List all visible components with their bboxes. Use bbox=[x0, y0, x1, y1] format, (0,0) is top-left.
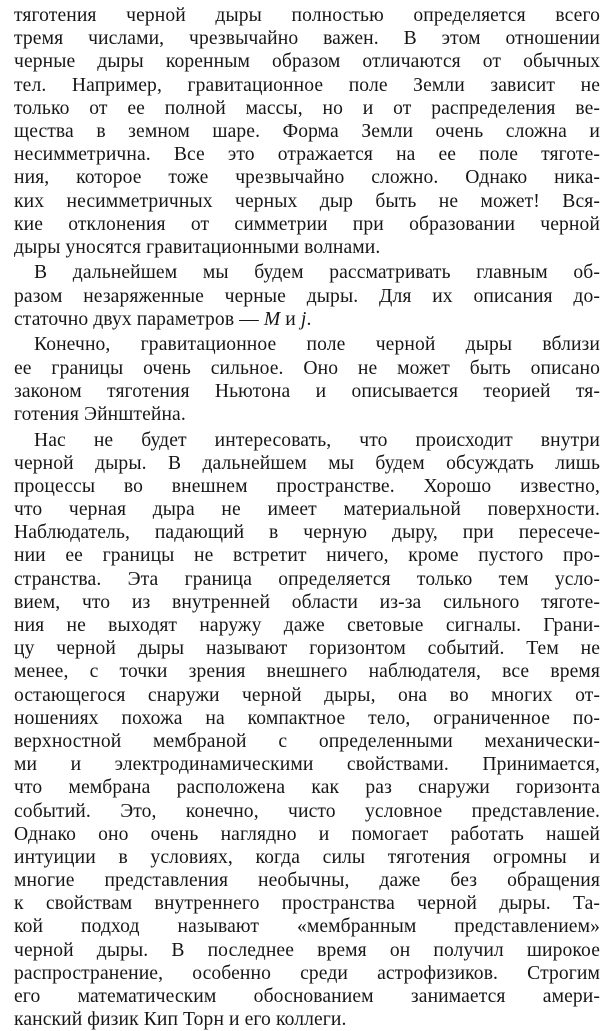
text-line: его математическим обоснованием занимается амери- bbox=[14, 986, 600, 1008]
text-line: черной дыры. В последнее время он получил широкое bbox=[14, 939, 600, 961]
paragraph-2 bbox=[14, 261, 600, 331]
text-line: Наблюдатель, падающий в черную дыру, при пересече- bbox=[14, 522, 600, 544]
text-line: тремя числами, чрезвычайно важен. В этом отношении bbox=[14, 28, 600, 50]
text-line: ния не выходят наружу даже световые сигналы. Грани- bbox=[14, 615, 600, 637]
text-line: ее границы очень сильное. Оно не может быть описано bbox=[14, 357, 600, 379]
text-line: черной дыры. В дальнейшем мы будем обсуждать лишь bbox=[14, 452, 600, 474]
text-line: странства. Эта граница определяется только тем усло- bbox=[14, 568, 600, 590]
text-line: щества в земном шаре. Форма Земли очень сложна и bbox=[14, 120, 600, 142]
text-line: событий. Это, конечно, чисто условное представление. bbox=[14, 800, 600, 822]
text-line: несимметрична. Все это отражается на ее поле тяготе- bbox=[14, 144, 600, 166]
text-line: процессы во внешнем пространстве. Хорошо известно, bbox=[14, 475, 600, 497]
text-line: ношениях похожа на компактное тело, ограниченное по- bbox=[14, 707, 600, 729]
text-line: тяготения черной дыры полностью определяется всего bbox=[14, 5, 600, 26]
text-line: В дальнейшем мы будем рассматривать главным об- bbox=[34, 262, 600, 284]
text-line: остающегося снаружи черной дыры, она во многих от- bbox=[14, 684, 600, 706]
text-line: кой подход называют «мембранным представлением» bbox=[14, 916, 600, 938]
text-line: интуиции в условиях, когда силы тяготения огромны и bbox=[14, 846, 600, 868]
text-line: только от ее полной массы, но и от распределения ве- bbox=[14, 97, 600, 119]
text-line: верхностной мембраной с определенными механически- bbox=[14, 730, 600, 752]
text-line: кие отклонения от симметрии при образовании черной bbox=[14, 213, 600, 235]
book-page bbox=[14, 4, 600, 1031]
text-line: Нас не будет интересовать, что происходит внутри bbox=[34, 429, 600, 451]
text-line: нии ее границы не встретит ничего, кроме пустого про- bbox=[14, 545, 600, 567]
text-line: статочно двух параметров — M и j. bbox=[14, 308, 312, 330]
text-line: менее, с точки зрения внешнего наблюдателя, все время bbox=[14, 661, 600, 683]
text-line: многие представления необычны, даже без обращения bbox=[14, 870, 600, 892]
text-line: тел. Например, гравитационное поле Земли зависит не bbox=[14, 74, 600, 96]
paragraph-4 bbox=[14, 429, 600, 1031]
text-line: вием, что из внутренней области из-за сильного тяготе- bbox=[14, 591, 600, 613]
text-line: дыры уносятся гравитационными волнами. bbox=[14, 236, 381, 258]
paragraph-3 bbox=[14, 333, 600, 426]
text-line: канский физик Кип Торн и его коллеги. bbox=[14, 1009, 347, 1031]
text-line: черные дыры коренным образом отличаются от обычных bbox=[14, 51, 600, 73]
paragraph-1 bbox=[14, 4, 600, 259]
text-line: Однако оно очень наглядно и помогает работать нашей bbox=[14, 823, 600, 845]
text-line: ния, которое тоже чрезвычайно сложно. Однако ника- bbox=[14, 167, 600, 189]
text-line: распространение, особенно среди астрофизиков. Строгим bbox=[14, 962, 600, 984]
text-line: ких несимметричных черных дыр быть не может! Вся- bbox=[14, 190, 600, 212]
text-line: цу черной дыры называют горизонтом событий. Тем не bbox=[14, 638, 600, 660]
text-line: разом незаряженные черные дыры. Для их описания до- bbox=[14, 285, 600, 307]
text-line: к свойствам внутреннего пространства черной дыры. Та- bbox=[14, 893, 600, 915]
text-line: что черная дыра не имеет материальной поверхности. bbox=[14, 499, 600, 521]
text-line: что мембрана расположена как раз снаружи горизонта bbox=[14, 777, 600, 799]
text-line: готения Эйнштейна. bbox=[14, 403, 186, 425]
text-line: Конечно, гравитационное поле черной дыры вблизи bbox=[34, 334, 600, 356]
text-line: законом тяготения Ньютона и описывается теорией тя- bbox=[14, 380, 600, 402]
text-line: ми и электродинамическими свойствами. Принимается, bbox=[14, 754, 600, 776]
